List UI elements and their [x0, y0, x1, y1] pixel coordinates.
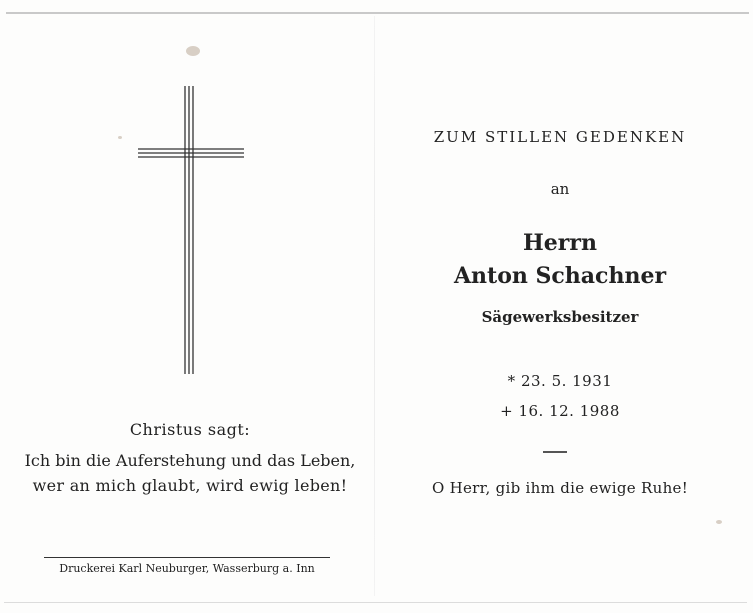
death-date: + 16. 12. 1988	[500, 402, 620, 420]
card-fold	[374, 16, 375, 596]
card-bottom-edge	[4, 602, 747, 603]
prayer-text: O Herr, gib ihm die ewige Ruhe!	[431, 479, 689, 497]
quote-line-2: wer an mich glaubt, wird ewig leben!	[32, 476, 348, 495]
short-divider	[543, 451, 567, 453]
christus-heading: Christus sagt:	[129, 420, 251, 439]
birth-date: * 23. 5. 1931	[507, 372, 613, 390]
deceased-name: Anton Schachner	[453, 263, 667, 289]
quote-line-1: Ich bin die Auferstehung und das Leben,	[24, 451, 356, 470]
occupation-text: Sägewerksbesitzer	[481, 308, 639, 326]
card-top-edge	[6, 12, 749, 14]
printer-divider	[44, 557, 330, 558]
paper-blemish	[716, 520, 722, 524]
printer-credit: Druckerei Karl Neuburger, Wasserburg a. Inn	[59, 562, 315, 575]
paper-blemish	[118, 136, 122, 139]
preposition-text: an	[550, 180, 570, 198]
honorific-text: Herrn	[523, 230, 597, 256]
memorial-heading: ZUM STILLEN GEDENKEN	[433, 128, 687, 146]
cross-icon	[136, 86, 246, 376]
paper-blemish	[186, 46, 200, 56]
